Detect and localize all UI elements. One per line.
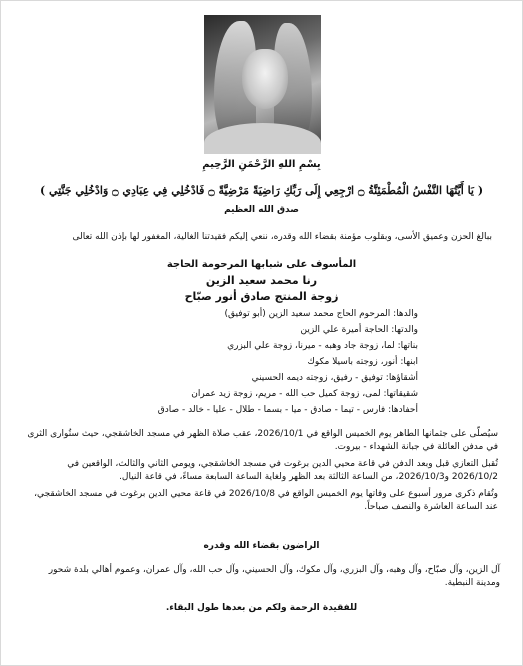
intro-text: ببالغ الحزن وعميق الأسى، وبقلوب مؤمنة بقضاء الله وقدره، ننعي إليكم فقيدتنا الغالية، المغفور لها بإذن الله تعالى: [72, 232, 492, 242]
relative-mother: والدتها: الحاجة أميرة علي الزين: [300, 325, 418, 335]
relative-grandchildren: أحفادها: فارس - تيما - صادق - ميا - بسما - طلال - عليا - خالد - صادق: [157, 405, 418, 415]
condolences-paragraph: تُقبل التعازي قبل وبعد الدفن في قاعة محيي الدين برغوت في مسجد الخاشقجي، ويومي الثاني والثالث، الواقعين في 2026/10/2 و2026/10/3، من الساعة الثالثة بعد الظهر ولغاية الساعة السابعة مساءً، في قاعة النيال.: [67, 459, 498, 482]
relative-brothers: أشقاؤها: توفيق - رفيق، زوجته ديمه الحسيني: [251, 373, 418, 383]
relative-son: ابنها: أنور، زوجته باسيلا مكوك: [307, 357, 418, 367]
quran-verse: ( يَا أَيَّتُهَا النَّفْسُ الْمُطْمَئِنَّةُ ۝ ارْجِعِي إِلَى رَبِّكِ رَاضِيَةً مَرْضِيَّةً ۝ فَادْخُلِي فِي عِبَادِي ۝ وَادْخُلِي جَنَّتِي ): [39, 184, 484, 197]
sadaq-line: صدق الله العظيم: [224, 205, 299, 215]
closing-families: آل الزين، وآل صبّاح، وآل وهبه، وآل البزري، وآل مكوك، وآل الحسيني، وآل حب الله، وآل عمران، وعموم أهالي بلدة شحور ومدينة النبطية.: [48, 565, 500, 588]
funeral-paragraph: سيُصلّى على جثمانها الطاهر يوم الخميس الواقع في 2026/10/1، عقب صلاة الظهر في مسجد الخاشقجي، حيث ستُوارى الثرى في مدفن العائلة في جبانة الشهداء - بيروت.: [27, 429, 498, 452]
closing-accepting: الراضون بقضاء الله وقدره: [203, 541, 320, 551]
closing-final: للفقيدة الرحمة ولكم من بعدها طول البقاء.: [165, 603, 358, 613]
basmala: بِسْمِ اللهِ الرَّحْمَنِ الرَّحِيمِ: [202, 159, 321, 170]
spouse-line: زوجة المنتج صادق أنور صبّاح: [184, 290, 339, 303]
relative-sisters: شقيقاتها: لمى، زوجة كميل حب الله - مريم، زوجة زيد عمران: [191, 389, 418, 399]
relative-daughters: بناتها: لما، زوجة جاد وهبه - ميرنا، زوجة علي البزري: [227, 341, 418, 351]
announcement-title: المأسوف على شبابها المرحومة الحاجة: [166, 259, 357, 270]
relative-father: والدها: المرحوم الحاج محمد سعيد الزين (أبو توفيق): [224, 309, 418, 319]
memorial-paragraph: وتُقام ذكرى مرور أسبوع على وفاتها يوم الخميس الواقع في 2026/10/8 في قاعة محيي الدين برغوت في مسجد الخاشقجي، عند الساعة العاشرة والنصف صباحاً.: [34, 489, 498, 512]
portrait-face: [242, 49, 288, 109]
deceased-portrait: [204, 15, 321, 154]
deceased-name: رنا محمد سعيد الزين: [205, 274, 318, 287]
